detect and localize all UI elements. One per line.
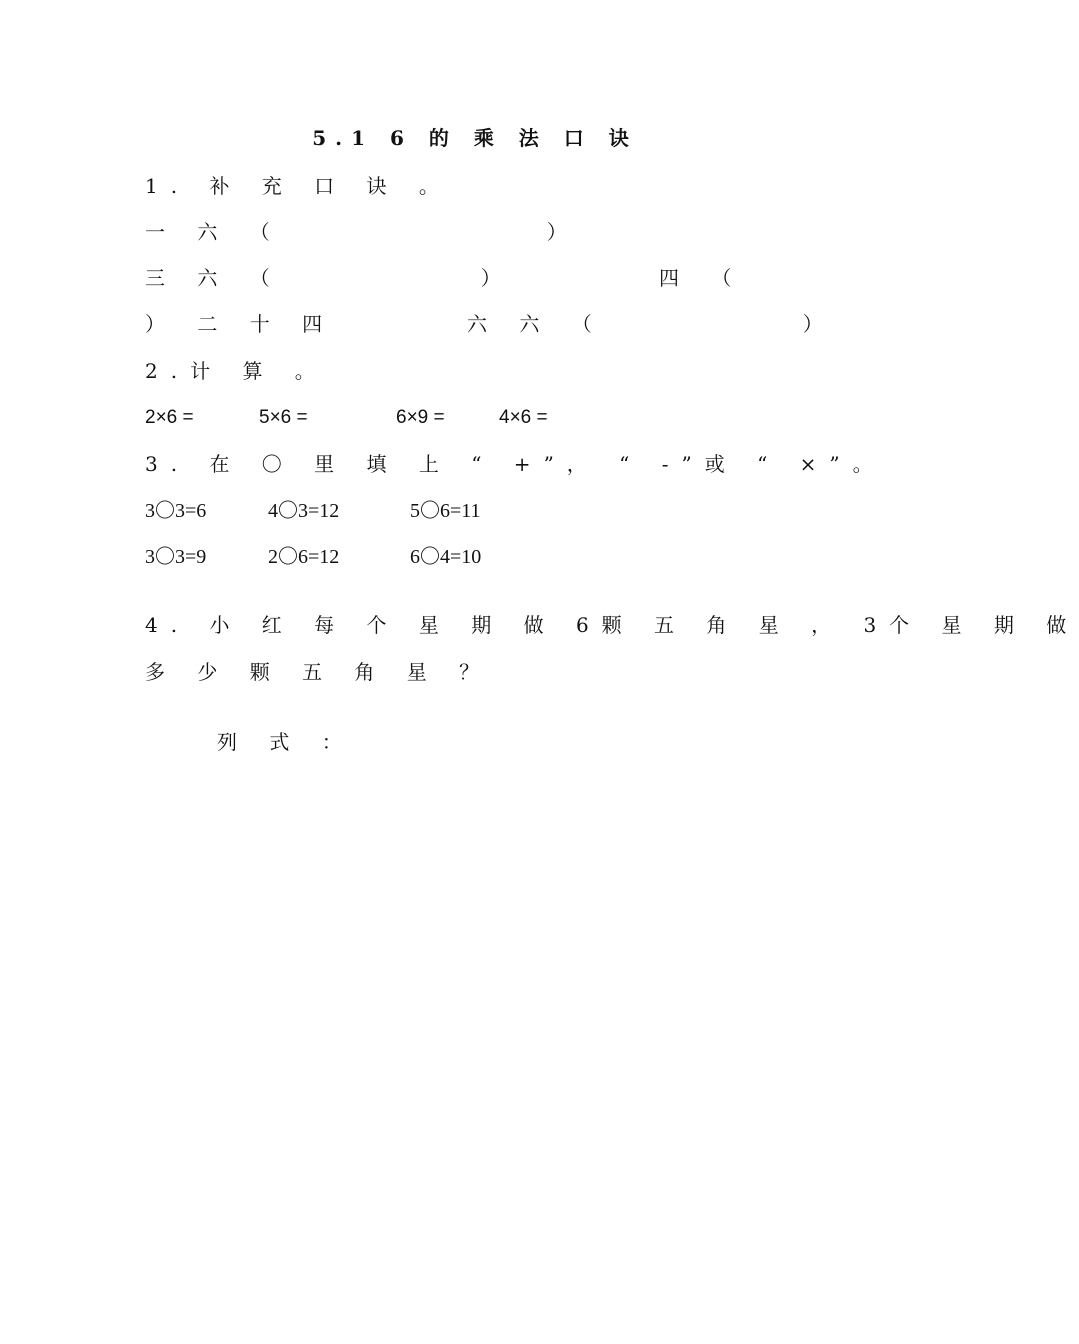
q1-line-2a: 三 六 （ ） — [145, 266, 514, 290]
q3-item: 3〇3=6 — [145, 500, 207, 522]
q4-answer-label: 列 式 ： — [217, 730, 355, 754]
q2-item: 6×9 = — [396, 407, 445, 428]
q2-item: 4×6 = — [499, 407, 548, 428]
q1-line-3a: ） 二 十 四 — [145, 312, 336, 336]
q2-item: 5×6 = — [259, 407, 308, 428]
q1-heading: 1. 补 充 口 诀 。 — [145, 174, 452, 198]
q3-item: 6〇4=10 — [410, 546, 482, 568]
q3-item: 5〇6=11 — [410, 500, 481, 522]
q1-line-1: 一 六 （ ） — [145, 220, 580, 244]
q2-heading: 2.计 算 。 — [145, 359, 328, 383]
q4-line-1: 4. 小 红 每 个 星 期 做 6颗 五 角 星 ， 3个 星 期 做 — [145, 613, 1079, 637]
page-title: 5.1 6 的 乘 法 口 诀 — [312, 126, 638, 150]
q3-item: 3〇3=9 — [145, 546, 207, 568]
q3-heading: 3. 在 〇 里 填 上 “ +”， “ -”或 “ ×”。 — [145, 452, 886, 476]
q1-line-2b: 四 （ — [659, 266, 745, 290]
q2-item: 2×6 = — [145, 407, 194, 428]
q3-item: 4〇3=12 — [268, 500, 340, 522]
q1-line-3b: 六 六 （ ） — [467, 312, 836, 336]
q4-line-2: 多 少 颗 五 角 星 ？ — [145, 660, 493, 684]
q3-item: 2〇6=12 — [268, 546, 340, 568]
